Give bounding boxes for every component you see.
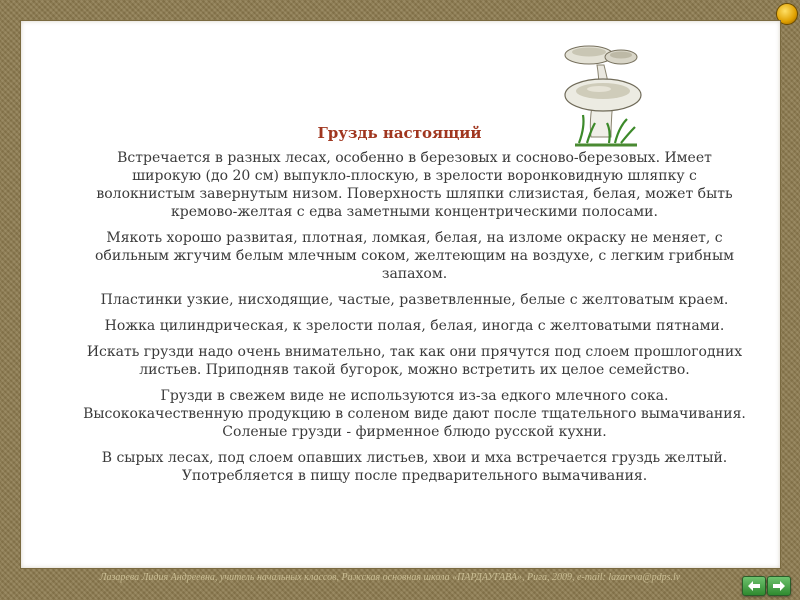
paragraph: Ножка цилиндрическая, к зрелости полая, белая, иногда с желтоватыми пятнами. [104, 318, 725, 334]
next-button[interactable] [767, 576, 791, 596]
footer-credits: Лазарева Лидия Андреевна, учитель начальных классов, Рижская основная школа «ПАРДАУГАВА», Рига, 2009, e-mail: lazareva@pdps.lv [99, 572, 681, 583]
slide-title: Груздь настоящий [317, 124, 482, 142]
paragraph: Встречается в разных лесах, особенно в березовых и сосново-березовых. Имеет широкую (до 20 см) выпукло-плоскую, в зрелости воронковидную шляпку с волокнистым завернутым низом. Поверхность шляпки слизистая, белая, может быть кремово-желтая с едва заметными концентрическими полосами. [96, 150, 733, 220]
prev-button[interactable] [742, 576, 766, 596]
paragraph: Пластинки узкие, нисходящие, частые, разветвленные, белые с желтоватым краем. [100, 292, 729, 308]
paragraph: Искать грузди надо очень внимательно, так как они прячутся под слоем прошлогодних листьев. Приподняв такой бугорок, можно встретить их целое семейство. [86, 344, 743, 378]
arrow-left-icon [746, 579, 762, 593]
paragraph: Мякоть хорошо развитая, плотная, ломкая, белая, на изломе окраску не меняет, с обильным жгучим белым млечным соком, желтеющим на воздухе, с легким грибным запахом. [95, 230, 734, 282]
paragraph: Грузди в свежем виде не используются из-за едкого млечного сока. Высококачественную продукцию в соленом виде дают после тщательного вымачивания. Соленые грузди - фирменное блюдо русской кухни. [83, 388, 746, 440]
paragraph: В сырых лесах, под слоем опавших листьев, хвои и мха встречается груздь желтый. Употребляется в пищу после предварительного вымачивания. [101, 450, 728, 484]
slide-body [82, 149, 747, 493]
arrow-right-icon [771, 579, 787, 593]
